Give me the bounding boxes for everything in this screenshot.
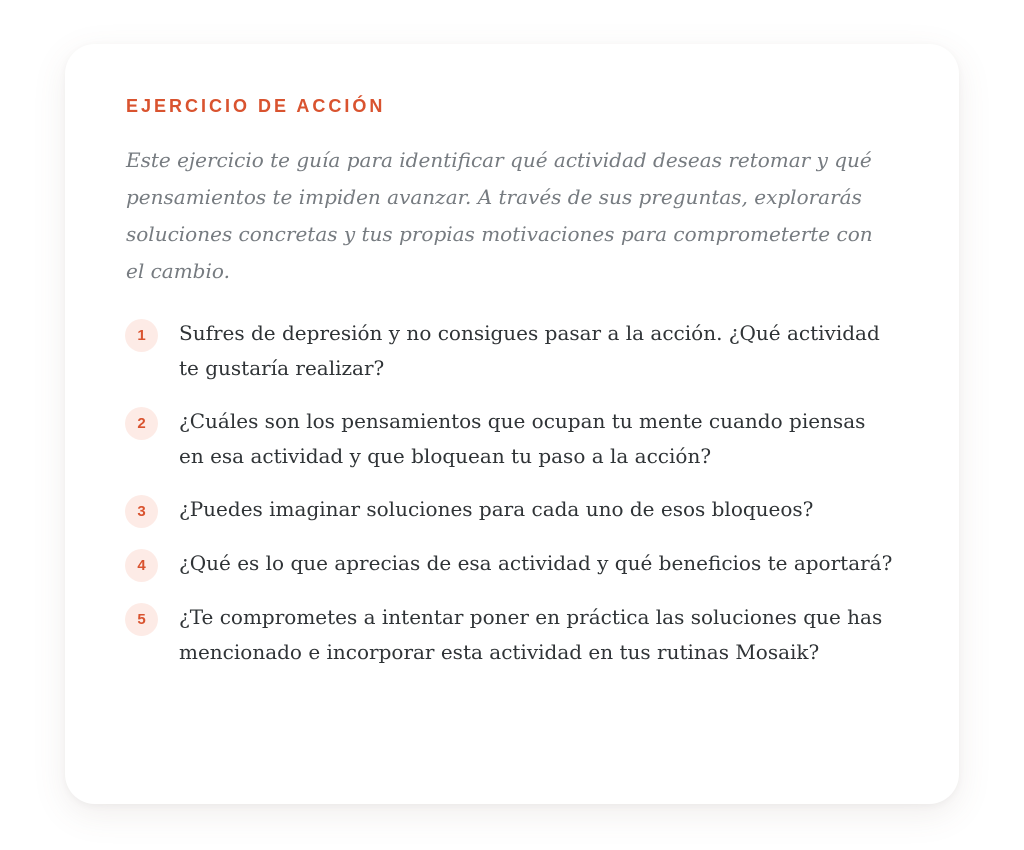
question-item	[125, 600, 895, 670]
question-text: Sufres de depresión y no consigues pasar a la acción. ¿Qué actividad te gustaría realizar?	[179, 321, 880, 380]
exercise-card	[65, 44, 959, 804]
question-item	[125, 492, 895, 528]
question-item	[125, 546, 895, 582]
question-item	[125, 404, 895, 474]
question-number-badge: 5	[125, 603, 158, 636]
question-list	[125, 316, 895, 688]
exercise-eyebrow: EJERCICIO DE ACCIÓN	[126, 96, 386, 116]
question-number-badge: 4	[125, 549, 158, 582]
question-item	[125, 316, 895, 386]
question-text: ¿Qué es lo que aprecias de esa actividad y qué beneficios te aportará?	[179, 551, 893, 575]
question-text: ¿Cuáles son los pensamientos que ocupan tu mente cuando piensas en esa actividad y que bloquean tu paso a la acción?	[179, 409, 866, 468]
question-text: ¿Te comprometes a intentar poner en práctica las soluciones que has mencionado e incorporar esta actividad en tus rutinas Mosaik?	[179, 605, 883, 664]
question-number-badge: 1	[125, 319, 158, 352]
exercise-intro: Este ejercicio te guía para identificar qué actividad deseas retomar y qué pensamientos te impiden avanzar. A través de sus preguntas, explorarás soluciones concretas y tus propias motivaciones para comprometerte con el cambio.	[126, 148, 873, 283]
question-number-badge: 2	[125, 407, 158, 440]
question-number-badge: 3	[125, 495, 158, 528]
question-text: ¿Puedes imaginar soluciones para cada uno de esos bloqueos?	[179, 497, 814, 521]
